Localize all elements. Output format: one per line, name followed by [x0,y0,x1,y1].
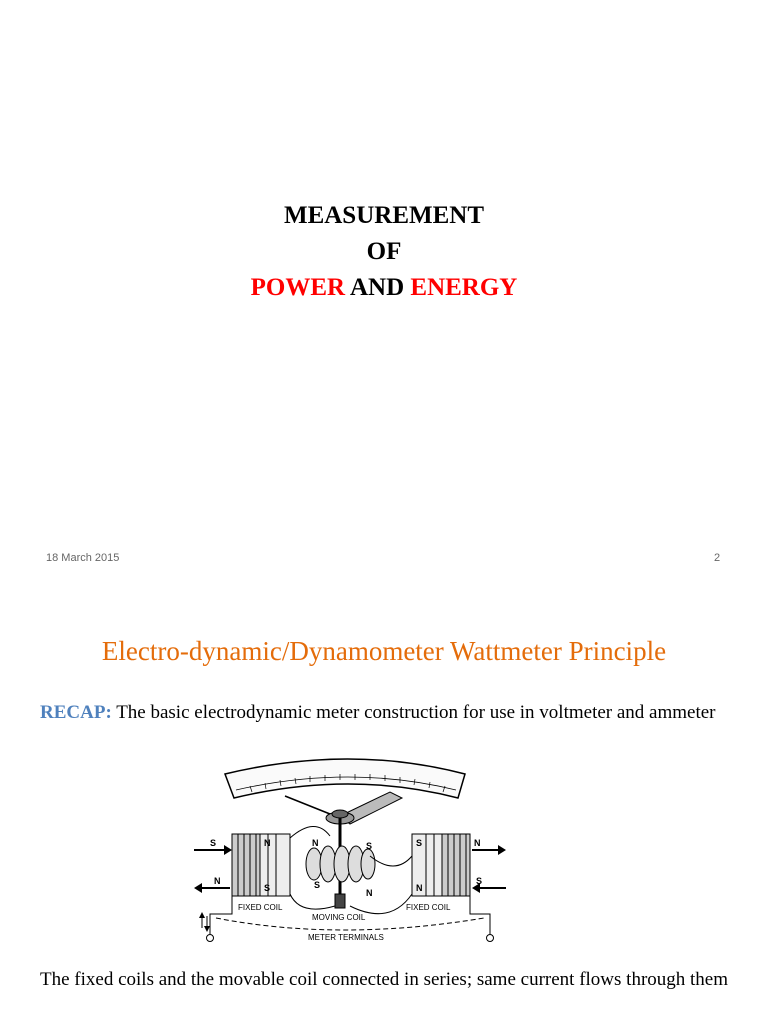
title-word-power: POWER [250,274,346,301]
meter-pointer [285,792,402,824]
slide-heading: Electro-dynamic/Dynamometer Wattmeter Principle [101,636,667,666]
label-meter-terminals: METER TERMINALS [308,933,384,942]
title-line-power-energy [0,273,768,303]
terminal-right [487,935,494,942]
pole-label: S [210,838,217,848]
pole-label: N [312,838,319,848]
arrow-icon [472,876,506,893]
pole-label: S [366,841,373,851]
pole-label: N [264,838,271,848]
pole-label: S [314,880,321,890]
label-moving-coil: MOVING COIL [312,913,366,922]
recap-paragraph [40,701,740,725]
label-fixed-coil-right: FIXED COIL [406,903,451,912]
electrodynamic-meter-diagram [190,746,510,952]
recap-text: The basic electrodynamic meter construction for use in voltmeter and ammeter [111,702,716,723]
pole-label: S [476,876,483,886]
arrow-icon [472,838,506,855]
fixed-coil-right [412,834,470,896]
bottom-paragraph: The fixed coils and the movable coil connected in series; same current flows through them [40,969,729,990]
moving-coil [306,838,375,908]
pole-label: N [366,888,373,898]
pole-label: S [416,838,423,848]
fixed-coil-left [232,834,290,896]
label-fixed-coil-left: FIXED COIL [238,903,283,912]
pole-label: N [214,876,221,886]
arrow-icon [194,876,230,893]
arrow-icon [194,838,232,855]
title-word-and: AND [345,274,411,301]
pole-label: N [474,838,481,848]
title-line-measurement: MEASUREMENT [283,202,484,229]
pole-label: N [416,883,423,893]
title-word-energy: ENERGY [410,274,518,301]
content-slide [0,580,768,1024]
current-arrow-icon [199,912,210,932]
slide-date: 18 March 2015 [46,552,120,564]
title-line-of: OF [366,238,402,265]
terminal-left [207,935,214,942]
slide-page-number: 2 [714,552,721,564]
meter-scale [225,759,465,798]
recap-label: RECAP: [40,702,112,723]
pole-label: S [264,883,271,893]
